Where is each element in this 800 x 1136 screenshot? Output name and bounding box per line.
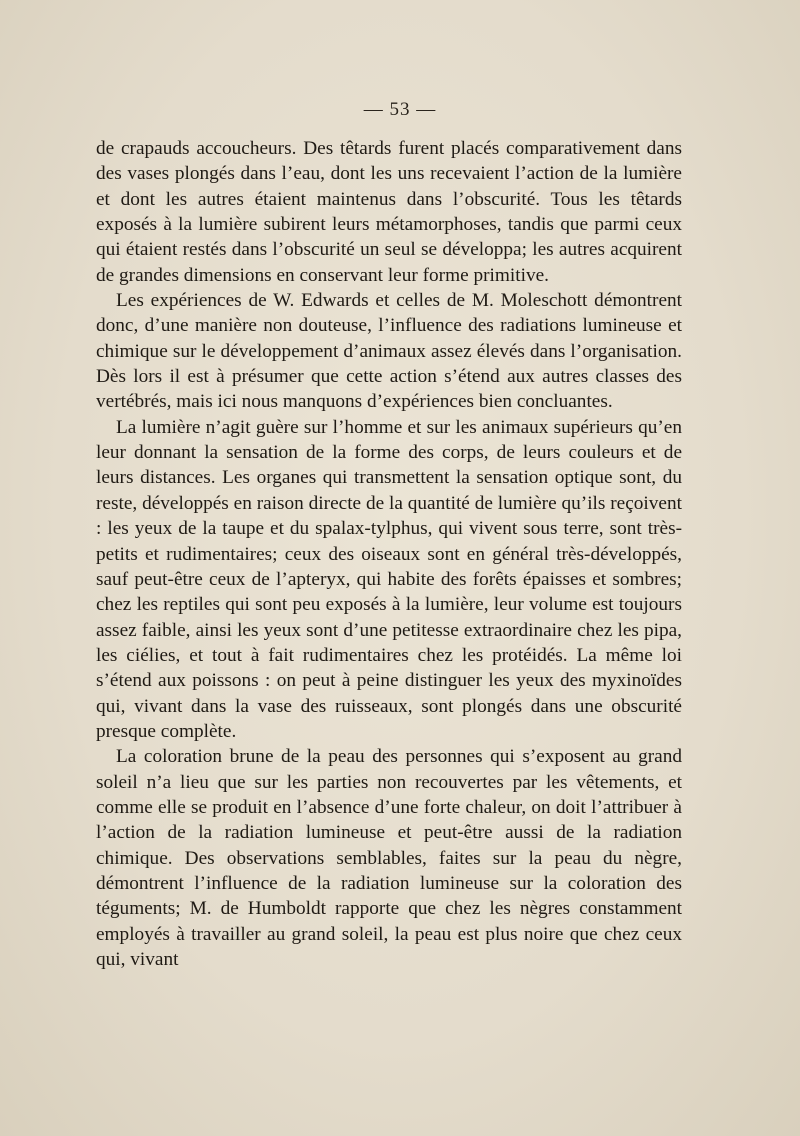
paragraph-4: La coloration brune de la peau des personnes qui s’exposent au grand soleil n’a lieu que sur les parties non recouvertes par les vêtements, et comme elle se produit en l’absence d’une forte chaleur, on doit l’attribuer à l’action de la radiation lumineuse et peut-être aussi de la radiation chimique. Des observations semblables, faites sur la peau du nègre, démontrent l’influence de la radiation lumineuse sur la coloration des téguments; M. de Humboldt rapporte que chez les nègres constamment employés à travailler au grand soleil, la peau est plus noire que chez ceux qui, vivant	[96, 746, 682, 970]
paragraph-3: La lumière n’agit guère sur l’homme et sur les animaux supérieurs qu’en leur donnant la sensation de la forme des corps, de leurs couleurs et de leurs distances. Les organes qui transmettent la sensation optique sont, du reste, développés en raison directe de la quantité de lumière qu’ils reçoivent : les yeux de la taupe et du spalax-tylphus, qui vivent sous terre, sont très-petits et rudimentaires; ceux des oiseaux sont en général très-développés, sauf peut-être ceux de l’apteryx, qui habite des forêts épaisses et sombres; chez les reptiles qui sont peu exposés à la lumière, leur volume est toujours assez faible, ainsi les yeux sont d’une petitesse extraordinaire chez les pipa, les ciélies, et tout à fait rudimentaires chez les protéidés. La même loi s’étend aux poissons : on peut à peine distinguer les yeux des myxinoïdes qui, vivant dans la vase des ruisseaux, sont plongés dans une obscurité presque complète.	[96, 416, 682, 742]
page-number: — 53 —	[363, 99, 437, 120]
paragraph-1: de crapauds accoucheurs. Des têtards furent placés comparativement dans des vases plongés dans l’eau, dont les uns recevaient l’action de la lumière et dont les autres étaient maintenus dans l’obscurité. Tous les têtards exposés à la lumière subirent leurs métamorphoses, tandis que parmi ceux qui étaient restés dans l’obscurité un seul se développa; les autres acquirent de grandes dimensions en conservant leur forme primitive.	[96, 138, 682, 286]
body-text	[96, 136, 682, 972]
paragraph-2: Les expériences de W. Edwards et celles de M. Moleschott démontrent donc, d’une manière non douteuse, l’influence des radiations lumineuse et chimique sur le développement d’animaux assez élevés dans l’organisation. Dès lors il est à présumer que cette action s’étend aux autres classes des vertébrés, mais ici nous manquons d’expériences bien concluantes.	[96, 290, 682, 413]
